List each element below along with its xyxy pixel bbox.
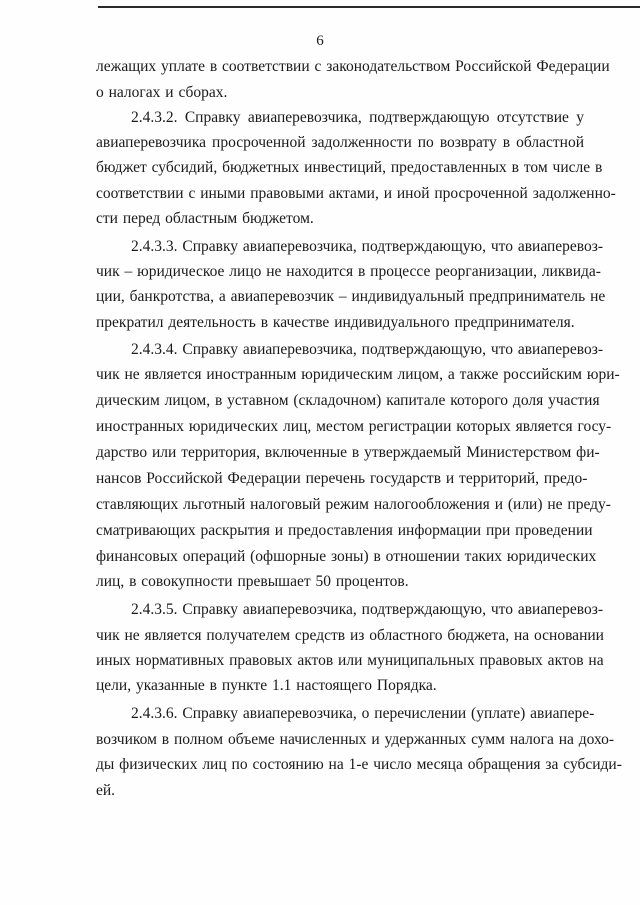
- text-line: финансовых операций (офшорные зоны) в отношении таких юридических: [96, 548, 597, 565]
- text-line: нансов Российской Федерации перечень государств и территорий, предо-: [96, 470, 588, 487]
- text-line: иностранных юридических лиц, местом регистрации которых является госу-: [96, 418, 612, 435]
- text-line: чик не является получателем средств из областного бюджета, на основании: [96, 627, 604, 644]
- paragraph-2-4-3-3-first-line: 2.4.3.3. Справку авиаперевозчика, подтверждающую, что авиаперевоз-: [131, 238, 604, 255]
- page-number: 6: [316, 33, 324, 49]
- text-line: иных нормативных правовых актов или муниципальных правовых актов на: [96, 652, 604, 669]
- paragraph-2-4-3-6-first-line: 2.4.3.6. Справку авиаперевозчика, о перечислении (уплате) авиапере-: [131, 705, 595, 722]
- text-line: цели, указанные в пункте 1.1 настоящего Порядка.: [96, 677, 437, 694]
- text-line: возчиком в полном объеме начисленных и удержанных сумм налога на дохо-: [96, 731, 615, 748]
- text-line: дическим лицом, в уставном (складочном) капитале которого доля участия: [96, 392, 600, 409]
- text-line: соответствии с иными правовыми актами, и иной просроченной задолженно-: [96, 185, 616, 202]
- text-line: сти перед областным бюджетом.: [96, 210, 314, 227]
- text-line: чик – юридическое лицо не находится в процессе реорганизации, ликвида-: [96, 263, 601, 280]
- text-line: ей.: [96, 782, 116, 799]
- text-line: ции, банкротства, а авиаперевозчик – индивидуальный предприниматель не: [96, 288, 606, 305]
- paragraph-2-4-3-5-first-line: 2.4.3.5. Справку авиаперевозчика, подтверждающую, что авиаперевоз-: [131, 601, 604, 618]
- paragraph-2-4-3-2-first-line: 2.4.3.2. Справку авиаперевозчика, подтверждающую отсутствие у: [131, 109, 584, 126]
- scan-edge-line: [98, 6, 640, 8]
- text-line: авиаперевозчика просроченной задолженности по возврату в областной: [96, 134, 584, 151]
- text-line: лиц, в совокупности превышает 50 процентов.: [96, 573, 409, 590]
- text-line: сматривающих раскрытия и предоставления информации при проведении: [96, 522, 593, 539]
- text-line: о налогах и сборах.: [96, 84, 228, 101]
- text-line: ды физических лиц по состоянию на 1-е число месяца обращения за субсиди-: [96, 756, 622, 773]
- paragraph-2-4-3-4-first-line: 2.4.3.4. Справку авиаперевозчика, подтверждающую, что авиаперевоз-: [131, 341, 604, 358]
- text-line: прекратил деятельность в качестве индивидуального предпринимателя.: [96, 314, 575, 331]
- text-line: дарство или территория, включенные в утверждаемый Министерством фи-: [96, 444, 600, 461]
- text-line: ставляющих льготный налоговый режим налогообложения и (или) не преду-: [96, 496, 611, 513]
- text-line: бюджет субсидий, бюджетных инвестиций, предоставленных в том числе в: [96, 159, 603, 176]
- text-line: чик не является иностранным юридическим лицом, а также российским юри-: [96, 366, 620, 383]
- text-line: лежащих уплате в соответствии с законодательством Российской Федерации: [96, 58, 610, 75]
